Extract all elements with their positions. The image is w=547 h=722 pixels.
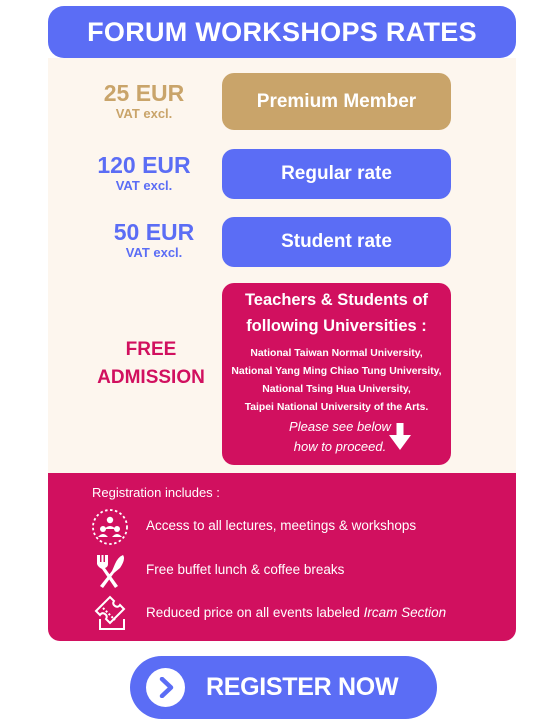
registration-item-reduced	[146, 605, 446, 620]
people-network-icon	[90, 507, 130, 547]
price-vat: VAT excl.	[115, 178, 173, 193]
universities-list	[222, 345, 451, 417]
university-item: National Yang Ming Chiao Tung University,	[231, 366, 442, 377]
ticket-icon	[90, 593, 130, 633]
registration-title: Registration includes :	[92, 485, 220, 500]
note-line: Please see below	[289, 419, 391, 434]
free-admission-label	[84, 336, 218, 392]
register-now-label: REGISTER NOW	[206, 673, 399, 701]
price-amount: 25 EUR	[103, 80, 185, 106]
student-price	[94, 219, 214, 261]
premium-member-button[interactable]: Premium Member	[222, 73, 451, 130]
free-title-line: following Universities :	[246, 317, 427, 335]
premium-price	[84, 80, 204, 122]
university-item: Taipei National University of the Arts.	[244, 402, 429, 413]
price-amount: 120 EUR	[97, 152, 191, 178]
register-now-button[interactable]	[130, 656, 437, 719]
page-title: FORUM WORKSHOPS RATES	[48, 6, 516, 58]
chevron-right-icon	[156, 677, 176, 698]
cta-circle	[146, 668, 185, 707]
university-item: National Taiwan Normal University,	[250, 348, 423, 359]
registration-item-access: Access to all lectures, meetings & workshops	[146, 518, 417, 533]
arrow-down-icon	[389, 423, 411, 451]
price-vat: VAT excl.	[125, 245, 183, 260]
free-label: FREE	[125, 339, 177, 360]
price-vat: VAT excl.	[115, 106, 173, 121]
regular-rate-button[interactable]: Regular rate	[222, 149, 451, 199]
free-title-line: Teachers & Students of	[244, 291, 429, 309]
reduced-text: Reduced price on all events labeled	[146, 605, 364, 620]
regular-price	[84, 152, 204, 194]
ircam-section-text: Ircam Section	[363, 605, 447, 620]
fork-knife-icon	[90, 551, 130, 591]
free-admission-box	[222, 283, 451, 465]
registration-box	[48, 473, 516, 641]
registration-item-lunch: Free buffet lunch & coffee breaks	[146, 562, 345, 577]
university-item: National Tsing Hua University,	[262, 384, 411, 395]
price-amount: 50 EUR	[113, 219, 195, 245]
note-line: how to proceed.	[293, 439, 387, 454]
free-box-title	[222, 287, 451, 339]
admission-label: ADMISSION	[97, 367, 205, 388]
free-note	[272, 417, 408, 457]
student-rate-button[interactable]: Student rate	[222, 217, 451, 267]
